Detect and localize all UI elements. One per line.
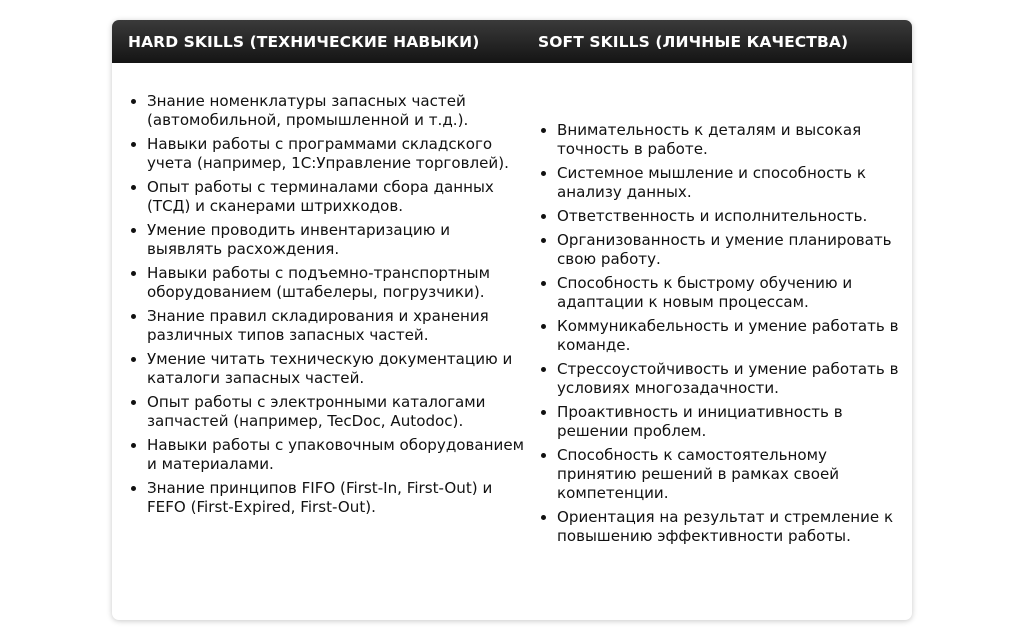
list-item: Умение проводить инвентаризацию и выявлять расхождения.	[128, 221, 524, 259]
list-item: Навыки работы с программами складского учета (например, 1С:Управление торговлей).	[128, 135, 524, 173]
table-header	[112, 20, 912, 63]
list-item: Способность к самостоятельному принятию решений в рамках своей компетенции.	[538, 446, 908, 503]
hard-skills-heading: HARD SKILLS (ТЕХНИЧЕСКИЕ НАВЫКИ)	[128, 32, 480, 51]
list-item: Знание принципов FIFO (First-In, First-Out) и FEFO (First-Expired, First-Out).	[128, 479, 524, 517]
hard-skills-list	[128, 92, 524, 517]
soft-skills-list	[538, 121, 908, 546]
list-item: Внимательность к деталям и высокая точность в работе.	[538, 121, 908, 159]
list-item: Опыт работы с терминалами сбора данных (ТСД) и сканерами штрихкодов.	[128, 178, 524, 216]
skills-table	[112, 20, 912, 620]
list-item: Знание номенклатуры запасных частей (автомобильной, промышленной и т.д.).	[128, 92, 524, 130]
list-item: Коммуникабельность и умение работать в команде.	[538, 317, 908, 355]
hard-skills-column	[128, 92, 524, 522]
list-item: Проактивность и инициативность в решении проблем.	[538, 403, 908, 441]
list-item: Опыт работы с электронными каталогами запчастей (например, TecDoc, Autodoc).	[128, 393, 524, 431]
list-item: Системное мышление и способность к анализу данных.	[538, 164, 908, 202]
list-item: Знание правил складирования и хранения различных типов запасных частей.	[128, 307, 524, 345]
list-item: Способность к быстрому обучению и адаптации к новым процессам.	[538, 274, 908, 312]
list-item: Навыки работы с упаковочным оборудованием и материалами.	[128, 436, 524, 474]
list-item: Ответственность и исполнительность.	[538, 207, 908, 226]
list-item: Организованность и умение планировать свою работу.	[538, 231, 908, 269]
list-item: Ориентация на результат и стремление к повышению эффективности работы.	[538, 508, 908, 546]
soft-skills-heading: SOFT SKILLS (ЛИЧНЫЕ КАЧЕСТВА)	[538, 32, 849, 51]
list-item: Умение читать техническую документацию и каталоги запасных частей.	[128, 350, 524, 388]
list-item: Навыки работы с подъемно-транспортным оборудованием (штабелеры, погрузчики).	[128, 264, 524, 302]
list-item: Стрессоустойчивость и умение работать в условиях многозадачности.	[538, 360, 908, 398]
soft-skills-column	[538, 121, 908, 551]
